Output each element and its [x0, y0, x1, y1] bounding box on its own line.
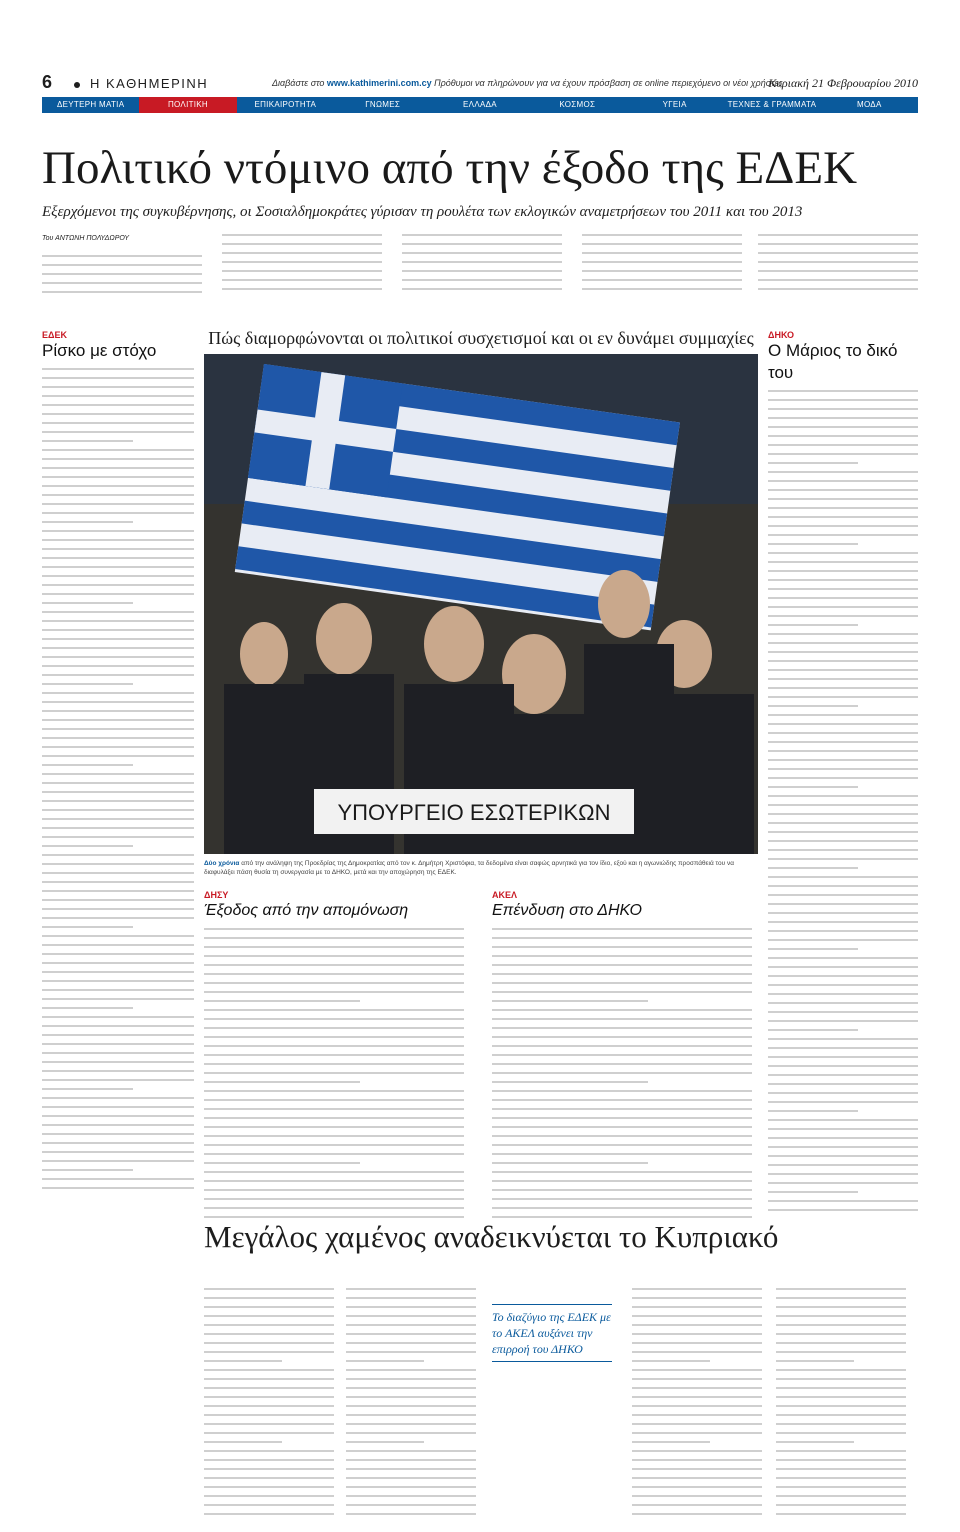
nav-item[interactable]: ΥΓΕΙΑ: [662, 100, 687, 109]
story-body: [492, 928, 752, 1218]
nav-item[interactable]: ΜΟΔΑ: [856, 100, 882, 109]
story-title: Έξοδος από την απομόνωση: [204, 902, 409, 919]
story-title: Επένδυση στο ΔΗΚΟ: [492, 902, 642, 919]
nav-item[interactable]: ΓΝΩΜΕΣ: [365, 100, 401, 109]
promo-link[interactable]: www.kathimerini.com.cy: [326, 78, 432, 88]
sidebar-kicker: ΕΔΕΚ: [42, 330, 67, 340]
photo-illustration: [204, 354, 758, 854]
bottom-col-2: [346, 1288, 476, 1522]
bottom-col-4: [632, 1288, 762, 1522]
paper-name: Η ΚΑΘΗΜΕΡΙΝΗ: [74, 76, 208, 91]
section-nav: [42, 97, 918, 113]
bottom-headline: Μεγάλος χαμένος αναδεικνύεται το Κυπριακό: [204, 1219, 779, 1254]
nav-item[interactable]: ΕΛΛΑΔΑ: [463, 100, 497, 109]
page-subtitle: Εξερχόμενοι της συγκυβέρνησης, οι Σοσιαλδημοκράτες γύρισαν τη ρουλέτα των εκλογικών αναμετρήσεων του 2011 και του 2013: [42, 204, 803, 220]
promo-line: Διαβάστε στο www.kathimerini.com.cy Πρόθυμοι να πληρώνουν για να έχουν πρόσβαση σε online περιεχόμενο οι νέοι χρήστες: [272, 78, 783, 88]
pullquote: Το διαζύγιο της ΕΔΕΚ με το ΑΚΕΛ αυξάνει την επιρροή του ΔΗΚΟ: [492, 1300, 612, 1366]
sidebar-title: Ρίσκο με στόχο: [42, 341, 157, 360]
story-body: [204, 928, 464, 1218]
nav-item[interactable]: ΔΕΥΤΕΡΗ ΜΑΤΙΑ: [57, 100, 125, 109]
sidebar-body: [768, 390, 918, 1211]
story-disy: [204, 890, 464, 1225]
page-number: 6: [42, 72, 53, 92]
intro-col-3: [402, 234, 562, 297]
nav-item[interactable]: ΤΕΧΝΕΣ & ΓΡΑΜΜΑΤΑ: [727, 100, 817, 109]
bottom-col-5: [776, 1288, 906, 1522]
issue-date: Κυριακή 21 Φεβρουαρίου 2010: [768, 76, 918, 90]
sidebar-diko: [768, 330, 918, 1218]
byline: Του ΑΝΤΩΝΗ ΠΟΛΥΔΩΡΟΥ: [42, 235, 130, 242]
nav-item[interactable]: ΚΟΣΜΟΣ: [559, 100, 596, 109]
intro-col-4: [582, 234, 742, 297]
sign-text: ΥΠΟΥΡΓΕΙΟ ΕΣΩΤΕΡΙΚΩΝ: [337, 800, 611, 825]
nav-item[interactable]: ΠΟΛΙΤΙΚΗ: [139, 97, 236, 113]
sidebar-kicker: ΔΗΚΟ: [768, 330, 795, 340]
story-kicker: ΔΗΣΥ: [204, 890, 229, 900]
intro-col-1: [42, 234, 202, 300]
sidebar-body: [42, 368, 194, 1189]
page-title: Πολιτικό ντόμινο από την έξοδο της ΕΔΕΚ: [42, 142, 858, 194]
sidebar-title: Ο Μάριος το δικό του: [768, 341, 898, 382]
photo-title: Πώς διαμορφώνονται οι πολιτικοί συσχετισμοί και οι εν δυνάμει συμμαχίες: [208, 328, 754, 348]
bottom-col-1: [204, 1288, 334, 1522]
story-akel: [492, 890, 752, 1225]
story-kicker: ΑΚΕΛ: [492, 890, 518, 900]
intro-col-5: [758, 234, 918, 297]
masthead: [42, 72, 918, 94]
sidebar-edek: [42, 330, 194, 1196]
news-photo: [204, 354, 758, 854]
nav-item[interactable]: ΕΠΙΚΑΙΡΟΤΗΤΑ: [254, 100, 317, 109]
photo-caption: Δύο χρόνια από την ανάληψη της Προεδρίας της Δημοκρατίας από τον κ. Δημήτρη Χριστόφια, τα δεδομένα είναι σαφώς αρνητικά για τον ίδιο, εξού και η αγωνιώδης προσπάθειά του να διαφυλάξει πάση θυσία τη συνεργασία με το ΔΗΚΟ, μετά και την αποχώρηση της ΕΔΕΚ.: [204, 860, 734, 876]
intro-text: [42, 234, 918, 320]
intro-col-2: [222, 234, 382, 297]
